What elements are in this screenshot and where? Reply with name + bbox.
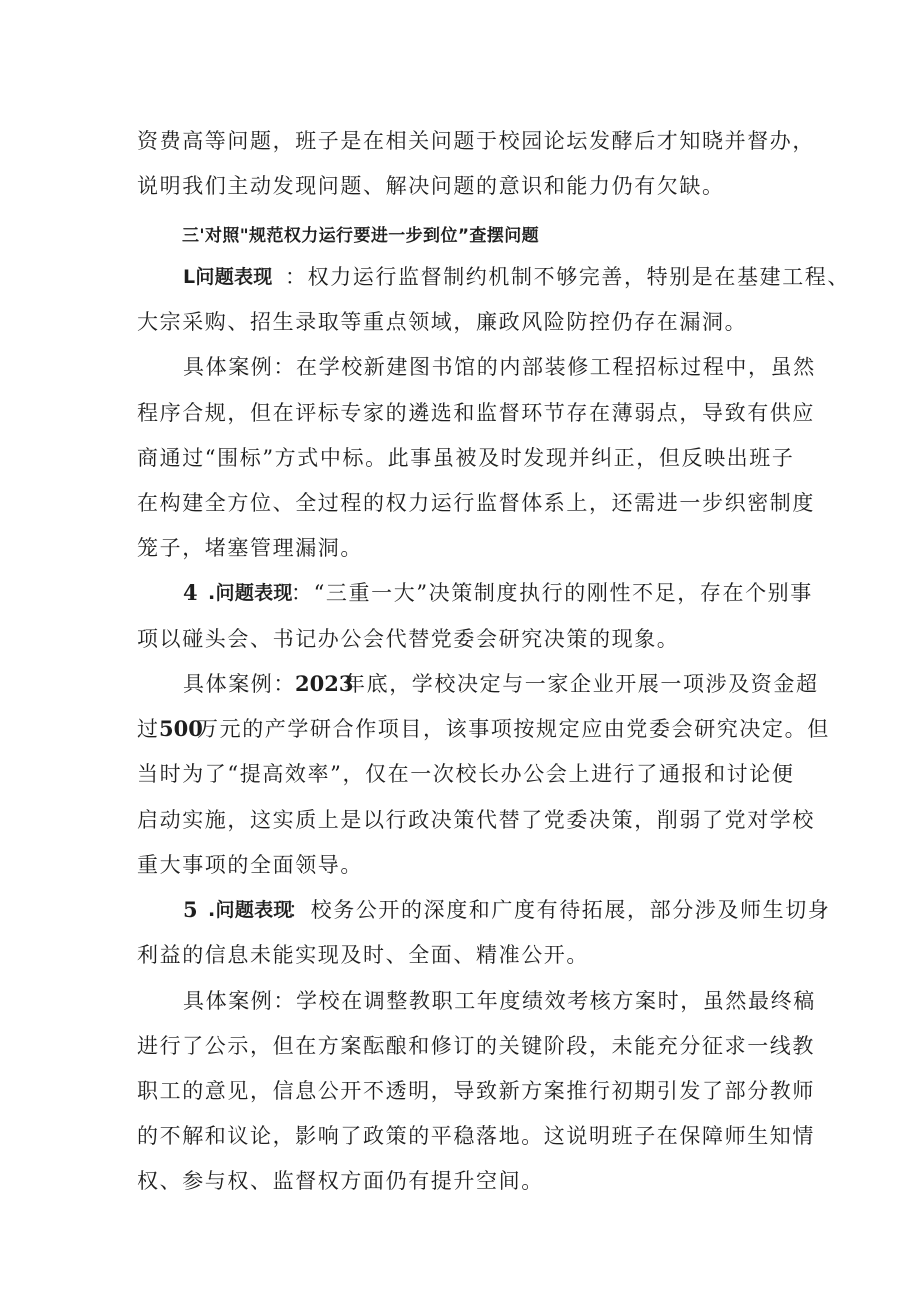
document-page: 资费高等问题，班子是在相关问题于校园论坛发酵后才知晓并督办， 说明我们主动发现问题、解决问题的意识和能力仍有欠缺。 三'对照"规范权力运行要进一步到位”查摆问题 L问题表现 ：权力运行监督制约机制不够完善，特别是在基建工程、 大宗采购、招生录取等重点领域，廉政风险防控仍存在漏洞。 具体案例：在学校新建图书馆的内部装修工程招标过程中，虽然 程序合规，但在评标专家的遴选和监督环节存在薄弱点，导致有供应 商通过“围标”方式中标。此事虽被及时发现并纠正，但反映出班子 在构建全方位、全过程的权力运行监督体系上，还需进一步织密制度 笼子，堵塞管理漏洞。 4 .问题表现 ：“三重一大”决策制度执行的刚性不足，存在个别事 项以碰头会、书记办公会代替党委会研究决策的现象。 具体案例： 2023 年底，学校决定与一家企业开展一项涉及资金超 过 500 万元的产学研合作项目，该事项按规定应由党委会研究决定。但 当时为了“提高效率”，仅在一次校长办公会上进行了通报和讨论便 启动实施，这实质上是以行政决策代替了党委决策，削弱了党对学校 重大事项的全面领导。 5 .问题表现 ：校务公开的深度和广度有待拓展，部分涉及师生切身 利益的信息未能实现及时、全面、精准公开。 具体案例：学校在调整教职工年度绩效考核方案时，虽然最终稿 进行了公示，但在方案酝酿和修订的关键阶段，未能充分征求一线教 职工的意见，信息公开不透明，导致新方案推行初期引发了部分教师 的不解和议论，影响了政策的平稳落地。这说明班子在保障师生知情 权、参与权、监督权方面仍有提升空间。 [137, 129, 850, 1193]
